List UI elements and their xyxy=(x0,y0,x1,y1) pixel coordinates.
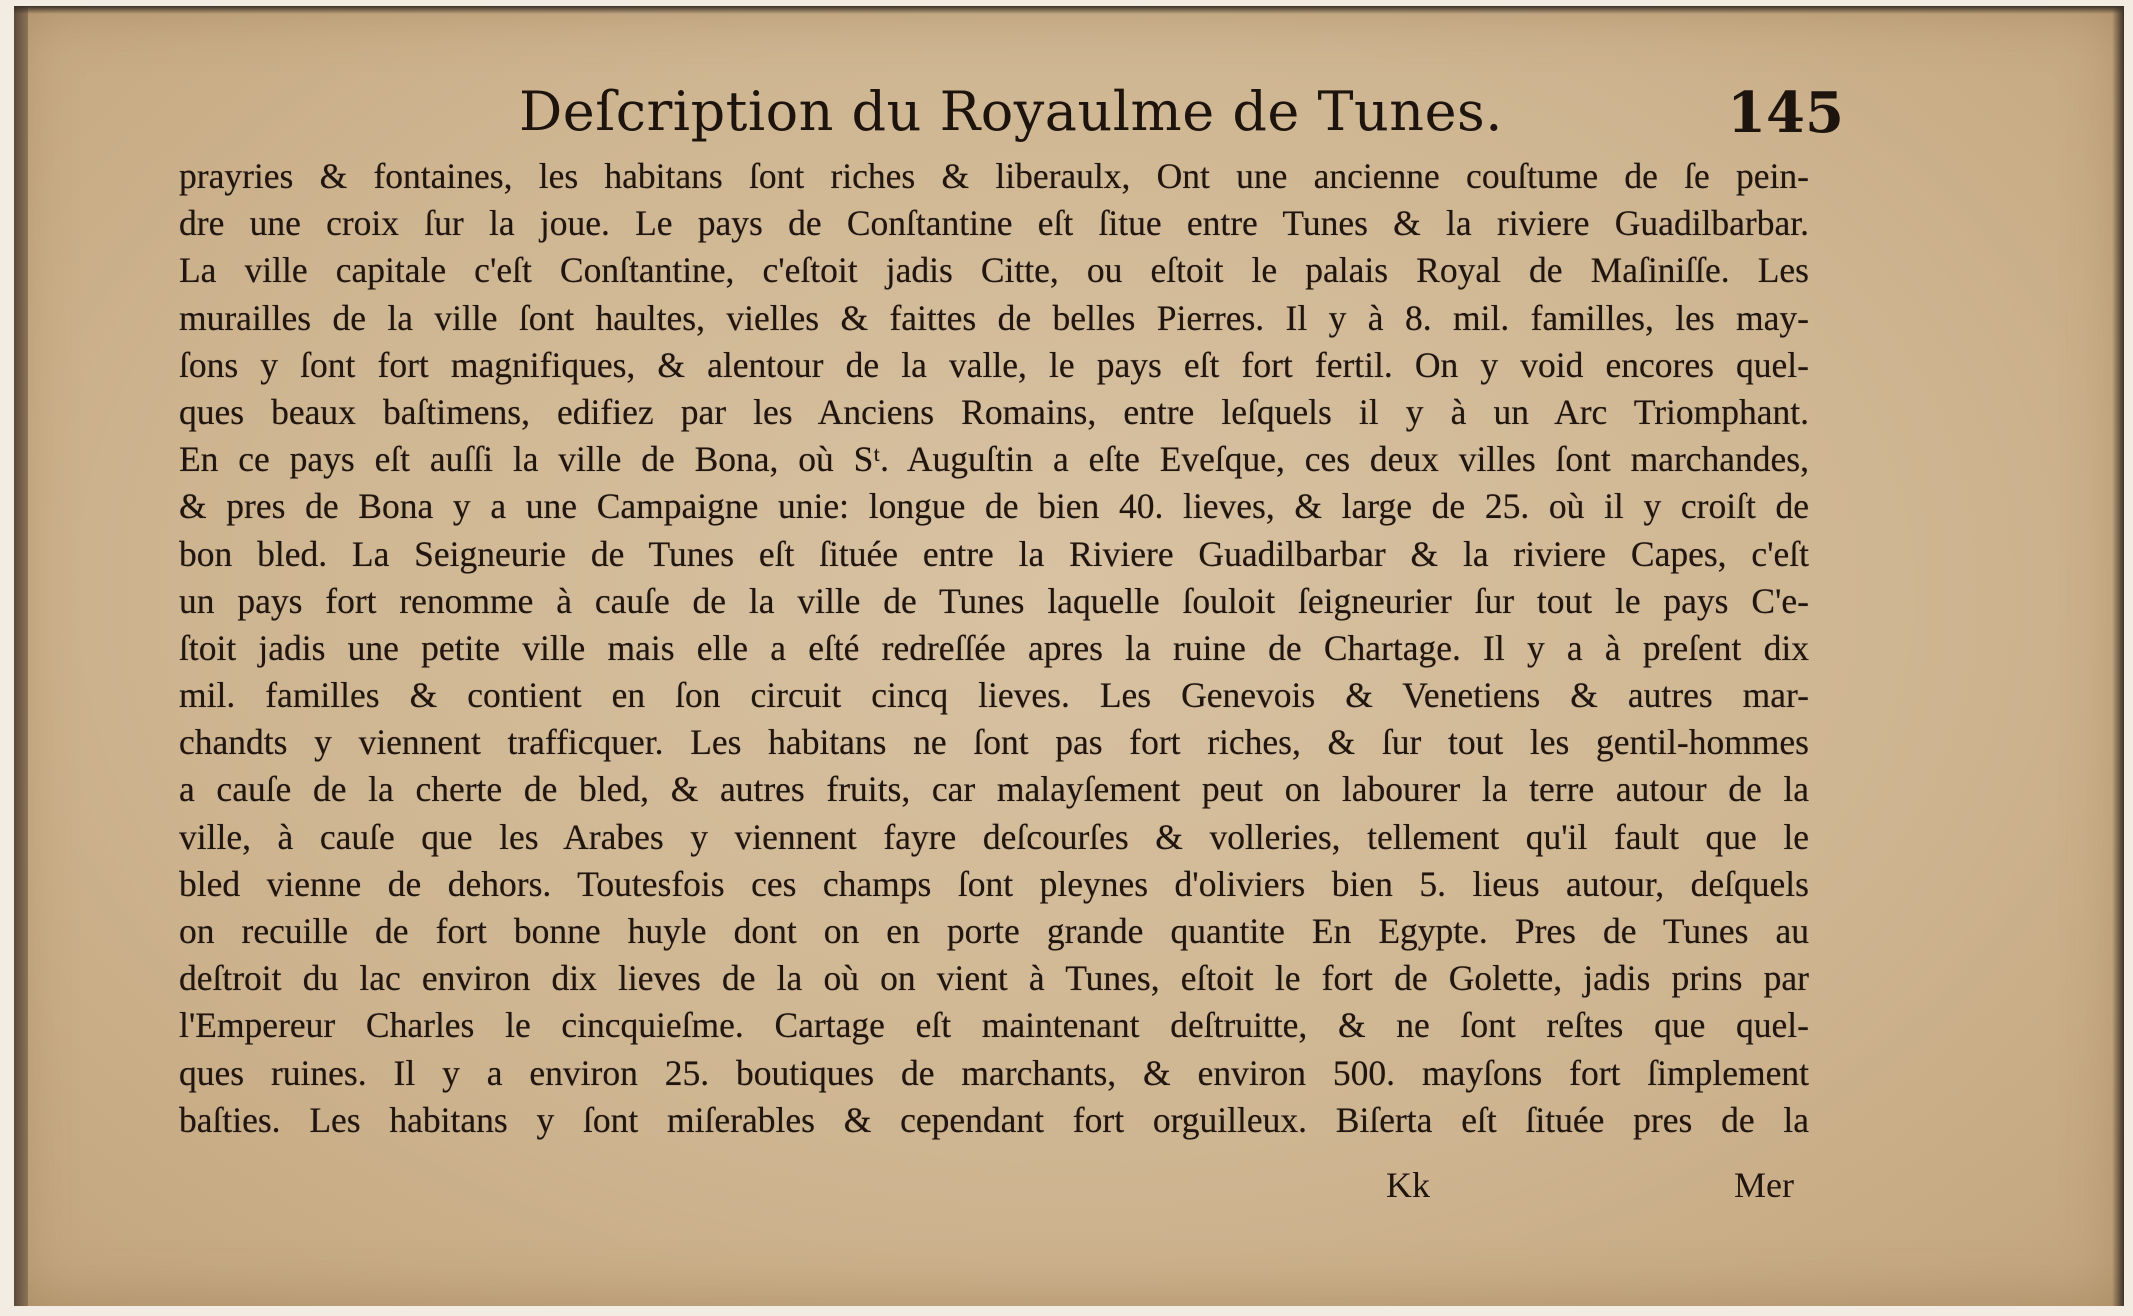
book-page xyxy=(14,6,2124,1306)
text-line: murailles de la ville ſont haultes, vielles & faittes de belles Pierres. Il y à 8. mil. familles, les may- xyxy=(179,297,1809,338)
catchword: Mer xyxy=(1734,1165,1794,1205)
text-line: a cauſe de la cherte de bled, & autres fruits, car malayſement peut on labourer la terre autour de la xyxy=(179,769,1809,810)
text-line: bon bled. La Seigneurie de Tunes eſt ſituée entre la Riviere Guadilbarbar & la riviere Capes, c'eſt xyxy=(179,533,1809,574)
text-line: mil. familles & contient en ſon circuit cincq lieves. Les Genevois & Venetiens & autres mar- xyxy=(179,675,1809,716)
text-line: l'Empereur Charles le cincquieſme. Cartage eſt maintenant deſtruitte, & ne ſont reſtes que quel- xyxy=(179,1005,1809,1046)
page-binding-edge xyxy=(14,6,28,1306)
running-head xyxy=(174,80,1844,160)
page-title: Deſcription du Royaulme de Tunes. xyxy=(519,80,1503,143)
text-line: ques beaux baſtimens, edifiez par les Anciens Romains, entre leſquels il y à un Arc Triomphant. xyxy=(179,391,1809,432)
text-line: dre une croix ſur la joue. Le pays de Conſtantine eſt ſitue entre Tunes & la riviere Guadilbarbar. xyxy=(179,203,1809,244)
page-number: 145 xyxy=(1727,80,1844,146)
text-line: chandts y viennent trafficquer. Les habitans ne ſont pas fort riches, & ſur tout les gentil-hommes xyxy=(179,722,1809,763)
text-line: on recuille de fort bonne huyle dont on en porte grande quantite En Egypte. Pres de Tunes au xyxy=(179,911,1809,951)
text-line: prayries & fontaines, les habitans ſont riches & liberaulx, Ont une ancienne couſtume de ſe pein- xyxy=(179,156,1809,196)
signature-mark: Kk xyxy=(1386,1165,1430,1205)
body-text xyxy=(179,153,1809,1144)
text-line: ques ruines. Il y a environ 25. boutiques de marchants, & environ 500. mayſons fort ſimplement xyxy=(179,1052,1809,1093)
text-line: deſtroit du lac environ dix lieves de la où on vient à Tunes, eſtoit le fort de Golette, jadis prins par xyxy=(179,958,1809,999)
text-line: un pays fort renomme à cauſe de la ville de Tunes laquelle ſouloit ſeigneurier ſur tout le pays C'e- xyxy=(179,580,1809,621)
text-line: ſtoit jadis une petite ville mais elle a eſté redreſſée apres la ruine de Chartage. Il y a à preſent dix xyxy=(179,627,1809,668)
page-top-edge xyxy=(14,6,2124,14)
text-line: La ville capitale c'eſt Conſtantine, c'eſtoit jadis Citte, ou eſtoit le palais Royal de Maſiniſſe. Les xyxy=(179,250,1809,291)
text-line: bled vienne de dehors. Toutesfois ces champs ſont pleynes d'oliviers bien 5. lieus autour, deſquels xyxy=(179,863,1809,904)
text-line: baſties. Les habitans y ſont miſerables & cependant fort orguilleux. Biſerta eſt ſituée pres de la xyxy=(179,1099,1809,1140)
text-line: ville, à cauſe que les Arabes y viennent fayre deſcourſes & volleries, tellement qu'il fault que le xyxy=(179,816,1809,857)
page-right-edge xyxy=(2112,6,2124,1306)
text-line: & pres de Bona y a une Campaigne unie: longue de bien 40. lieves, & large de 25. où il y croiſt de xyxy=(179,486,1809,527)
text-line: ſons y ſont fort magnifiques, & alentour de la valle, le pays eſt fort fertil. On y void encores quel- xyxy=(179,344,1809,385)
text-line: En ce pays eſt auſſi la ville de Bona, où Sᵗ. Auguſtin a eſte Eveſque, ces deux villes ſont marchandes, xyxy=(179,439,1809,480)
